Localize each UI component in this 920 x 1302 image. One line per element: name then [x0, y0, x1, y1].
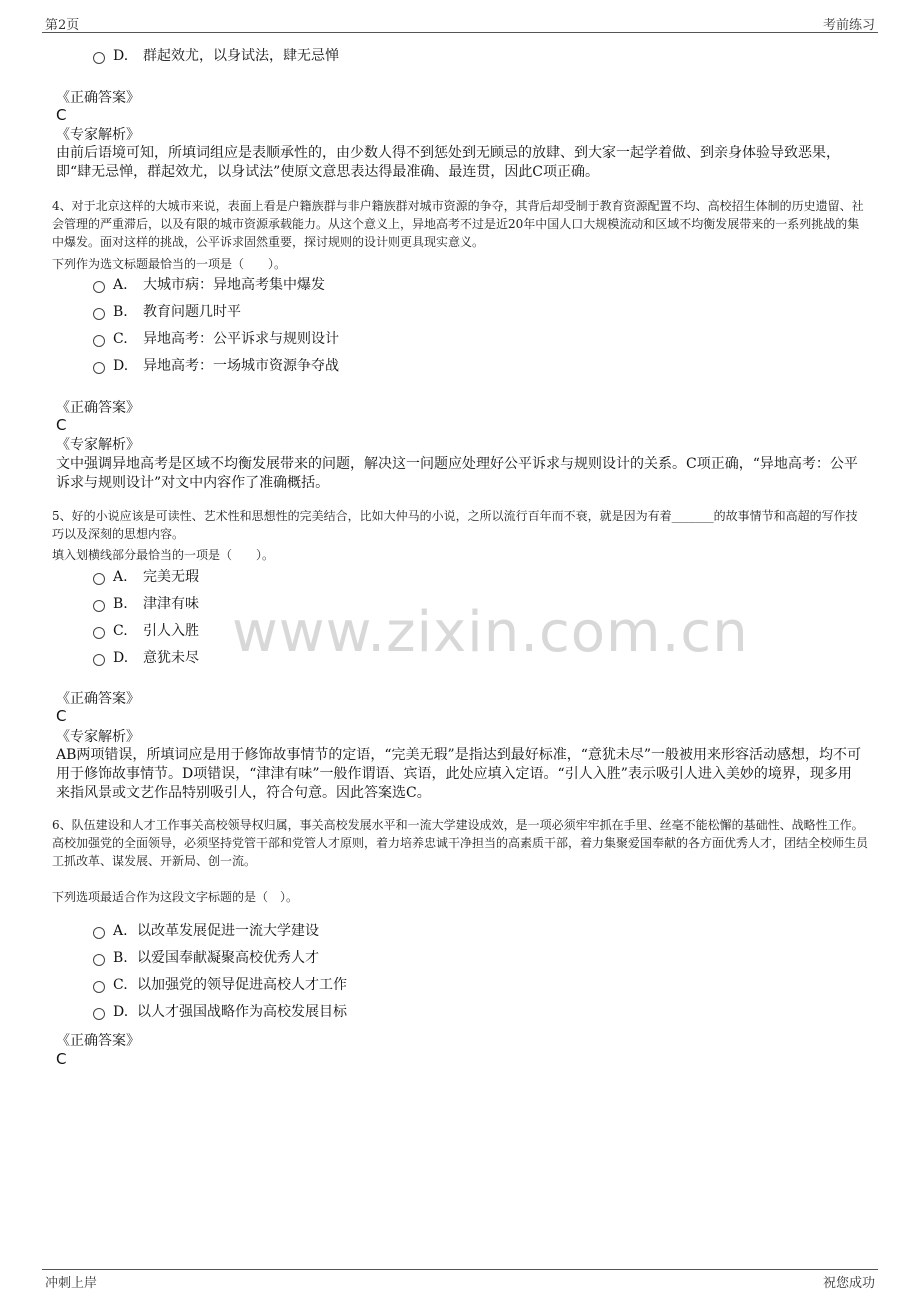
q3-analysis: 由前后语境可知，所填词组应是表顺承性的，由少数人得不到惩处到无顾忌的放肆、到大家一起学着做、到亲身体验导致恶果，即“肆无忌惮，群起效尤，以身试法”使原文意思表达得最准确、最连贯，因此C项正确。	[56, 145, 840, 180]
option-label: C.	[113, 977, 128, 993]
option-text: 津津有味	[143, 596, 199, 612]
option-text: 以加强党的领导促进高校人才工作	[137, 977, 347, 993]
option-text: 异地高考：公平诉求与规则设计	[143, 331, 339, 347]
answer-heading: 《正确答案》	[56, 400, 140, 416]
radio-icon[interactable]	[93, 954, 105, 966]
option-label: D.	[113, 650, 129, 666]
q4-analysis: 文中强调异地高考是区域不均衡发展带来的问题，解决这一问题应处理好公平诉求与规则设计的关系。C项正确，“异地高考：公平诉求与规则设计”对文中内容作了准确概括。	[56, 456, 858, 491]
radio-icon[interactable]	[93, 281, 105, 293]
header-divider	[42, 32, 878, 33]
q5-option-b[interactable]	[93, 594, 199, 614]
q5-analysis: AB两项错误，所填词应是用于修饰故事情节的定语，“完美无瑕”是指达到最好标准，“意犹未尽”一般被用来形容活动感想，均不可用于修饰故事情节。D项错误，“津津有味”一般作谓语、宾语，此处应填入定语。“引人入胜”表示吸引人进入美妙的境界，现多用来指风景或文艺作品特别吸引人，符合句意。因此答案选C。	[56, 747, 862, 801]
radio-icon[interactable]	[93, 1008, 105, 1020]
option-label: B.	[113, 304, 128, 320]
option-label: D.	[113, 1004, 129, 1020]
q4-option-b[interactable]	[93, 302, 241, 322]
q3-answer: C	[56, 106, 67, 124]
option-text: 以人才强国战略作为高校发展目标	[137, 1004, 347, 1020]
option-label: B.	[113, 950, 128, 966]
q5-option-c[interactable]	[93, 621, 199, 641]
q6-option-a[interactable]	[93, 921, 319, 941]
radio-icon[interactable]	[93, 927, 105, 939]
answer-heading: 《正确答案》	[56, 90, 140, 106]
q6-prompt: 下列选项最适合作为这段文字标题的是（ ）。	[52, 890, 299, 904]
radio-icon[interactable]	[93, 654, 105, 666]
option-label: D.	[113, 48, 129, 64]
radio-icon[interactable]	[93, 600, 105, 612]
footer-left-text: 冲刺上岸	[45, 1276, 98, 1291]
radio-icon[interactable]	[93, 362, 105, 374]
radio-icon[interactable]	[93, 627, 105, 639]
answer-heading: 《正确答案》	[56, 691, 140, 707]
q5-stem: 5、好的小说应该是可读性、艺术性和思想性的完美结合，比如大仲马的小说，之所以流行百年而不衰，就是因为有着_______的故事情节和高超的写作技巧以及深刻的思想内容。	[52, 509, 858, 541]
radio-icon[interactable]	[93, 573, 105, 585]
watermark: www.zixin.com.cn	[232, 600, 749, 665]
q3-option-d[interactable]	[93, 46, 339, 66]
q5-prompt: 填入划横线部分最恰当的一项是（ ）。	[52, 548, 275, 562]
radio-icon[interactable]	[93, 981, 105, 993]
option-text: 异地高考：一场城市资源争夺战	[143, 358, 339, 374]
option-text: 以改革发展促进一流大学建设	[137, 923, 319, 939]
option-text: 引人入胜	[143, 623, 199, 639]
option-label: A.	[113, 569, 128, 585]
q5-option-a[interactable]	[93, 567, 199, 587]
q4-option-d[interactable]	[93, 356, 339, 376]
radio-icon[interactable]	[93, 308, 105, 320]
q4-stem: 4、对于北京这样的大城市来说，表面上看是户籍族群与非户籍族群对城市资源的争夺，其背后却受制于教育资源配置不均、高校招生体制的历史遗留、社会管理的严重滞后，以及有限的城市资源承载能力。从这个意义上，异地高考不过是近20年中国人口大规模流动和区域不均衡发展带来的一系列挑战的集中爆发。面对这样的挑战，公平诉求固然重要，探讨规则的设计则更具现实意义。	[52, 199, 864, 249]
q6-option-d[interactable]	[93, 1002, 347, 1022]
page-header	[42, 14, 878, 32]
q6-option-b[interactable]	[93, 948, 319, 968]
option-label: B.	[113, 596, 128, 612]
option-text: 完美无瑕	[143, 569, 199, 585]
q6-stem: 6、队伍建设和人才工作事关高校领导权归属，事关高校发展水平和一流大学建设成效，是一项必须牢牢抓在手里、丝毫不能松懈的基础性、战略性工作。高校加强党的全面领导，必须坚持党管干部和党管人才原则，着力培养忠诚干净担当的高素质干部，着力集聚爱国奉献的各方面优秀人才，团结全校师生员工抓改革、谋发展、开新局、创一流。	[52, 818, 869, 868]
analysis-heading: 《专家解析》	[56, 437, 140, 453]
q4-option-a[interactable]	[93, 275, 325, 295]
option-label: C.	[113, 623, 128, 639]
q5-answer: C	[56, 707, 67, 725]
radio-icon[interactable]	[93, 52, 105, 64]
footer-divider	[42, 1269, 878, 1270]
option-label: A.	[113, 277, 128, 293]
option-text: 大城市病：异地高考集中爆发	[143, 277, 325, 293]
option-text: 教育问题几时平	[143, 304, 241, 320]
page-number: 第2页	[45, 18, 80, 33]
option-text: 以爱国奉献凝聚高校优秀人才	[137, 950, 319, 966]
radio-icon[interactable]	[93, 335, 105, 347]
option-label: A.	[113, 923, 128, 939]
option-text: 意犹未尽	[143, 650, 199, 666]
q4-option-c[interactable]	[93, 329, 339, 349]
q5-option-d[interactable]	[93, 648, 199, 668]
option-label: C.	[113, 331, 128, 347]
analysis-heading: 《专家解析》	[56, 127, 140, 143]
option-text: 群起效尤，以身试法，肆无忌惮	[143, 48, 339, 64]
q6-answer: C	[56, 1050, 67, 1068]
option-label: D.	[113, 358, 129, 374]
header-title: 考前练习	[822, 18, 875, 33]
q4-prompt: 下列作为选文标题最恰当的一项是（ ）。	[52, 257, 287, 271]
q6-option-c[interactable]	[93, 975, 347, 995]
analysis-heading: 《专家解析》	[56, 729, 140, 745]
answer-heading: 《正确答案》	[56, 1033, 140, 1049]
q4-answer: C	[56, 416, 67, 434]
footer-right-text: 祝您成功	[822, 1276, 875, 1291]
page-footer	[42, 1272, 878, 1290]
